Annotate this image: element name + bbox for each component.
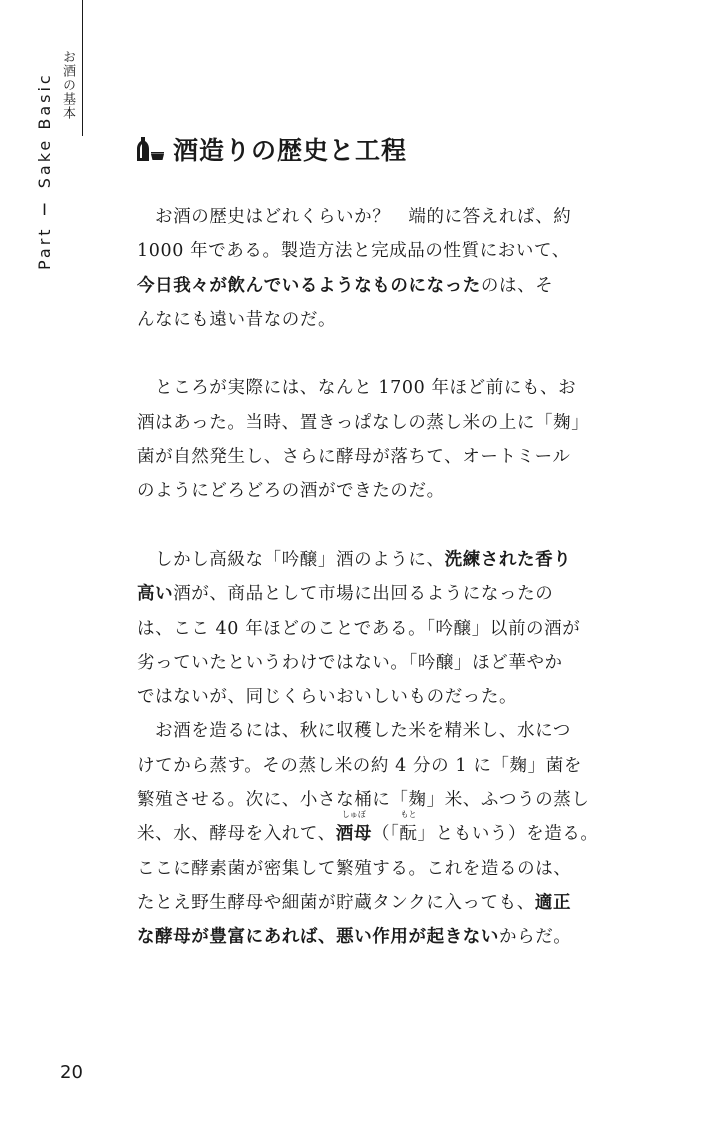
text-line: お酒を造るには、秋に収穫した米を精米し、水につ — [155, 721, 571, 742]
emphasis-text: な酵母が豊富にあれば、悪い作用が起きない — [137, 927, 499, 948]
page-title: 酒造りの歴史と工程 — [173, 136, 408, 165]
text-line: 酒はあった。当時、置きっぱなしの蒸し米の上に「麹」 — [137, 412, 590, 433]
text-span: たとえ野生酵母や細菌が貯蔵タンクに入っても、 — [137, 892, 535, 913]
text-line — [137, 886, 592, 920]
text-line — [137, 810, 599, 851]
text-line: は、ここ 40 年ほどのことである。「吟醸」以前の酒が — [137, 618, 581, 639]
ruby-reading: もと — [400, 810, 417, 820]
text-line: お酒の歴史はどれくらいか？ 端的に答えれば、約 — [155, 207, 572, 227]
section-heading — [137, 131, 407, 167]
ruby-term — [399, 810, 418, 851]
text-line: のようにどろどろの酒ができたのだ。 — [137, 481, 445, 502]
emphasis-text: 今日我々が飲んでいるようなものになった — [137, 275, 481, 296]
text-line: ではないが、同じくらいおいしいものだった。 — [137, 687, 518, 708]
text-span: （「 — [371, 824, 400, 845]
text-line — [137, 920, 592, 954]
ruby-reading: しゅぼ — [341, 810, 366, 820]
paragraph-2 — [137, 371, 592, 508]
text-span: しかし高級な「吟醸」酒のように、 — [155, 549, 445, 570]
ruby-base: 酒母 — [335, 824, 372, 845]
part-label: Part Ⅰ Sake Basic — [35, 72, 54, 270]
text-line: 繁殖させる。次に、小さな桶に「麹」米、ふつうの蒸し — [137, 790, 590, 811]
side-divider-line — [82, 0, 83, 136]
emphasis-text: 高い — [137, 584, 174, 605]
text-span: のは、そ — [480, 275, 554, 296]
text-span: 米、水、酵母を入れて、 — [137, 824, 336, 845]
text-line: 菌が自然発生し、さらに酵母が落ちて、オートミール — [137, 447, 571, 468]
paragraph-4 — [137, 714, 599, 954]
sake-bottle-cup-icon — [137, 135, 167, 163]
article-body — [137, 200, 599, 955]
text-line — [137, 269, 592, 303]
text-line: ところが実際には、なんと 1700 年ほど前にも、お — [155, 378, 577, 399]
ruby-base: 酛 — [399, 824, 418, 845]
ruby-term — [335, 810, 372, 851]
text-line: けてから蒸す。その蒸し米の約 4 分の 1 に「麹」菌を — [137, 755, 582, 776]
emphasis-text: 適正 — [534, 892, 572, 913]
text-span: 」ともいう）を造る。 — [417, 824, 599, 845]
page-number: 20 — [60, 1062, 83, 1083]
emphasis-text: 洗練された香り — [444, 549, 572, 570]
text-span: からだ。 — [499, 927, 572, 948]
text-line — [137, 577, 592, 611]
text-line: んなにも遠い昔なのだ。 — [137, 309, 337, 330]
text-span: 酒が、商品として市場に出回るようになったの — [173, 584, 554, 605]
text-line: 劣っていたというわけではない。「吟醸」ほど華やか — [137, 652, 563, 673]
text-line: ここに酵素菌が密集して繁殖する。これを造るのは、 — [137, 858, 572, 879]
text-line — [137, 543, 592, 577]
section-label: お酒の基本 — [60, 50, 75, 120]
paragraph-1 — [137, 200, 592, 337]
text-line: 1000 年である。製造方法と完成品の性質において、 — [137, 241, 570, 262]
paragraph-3 — [137, 543, 592, 714]
